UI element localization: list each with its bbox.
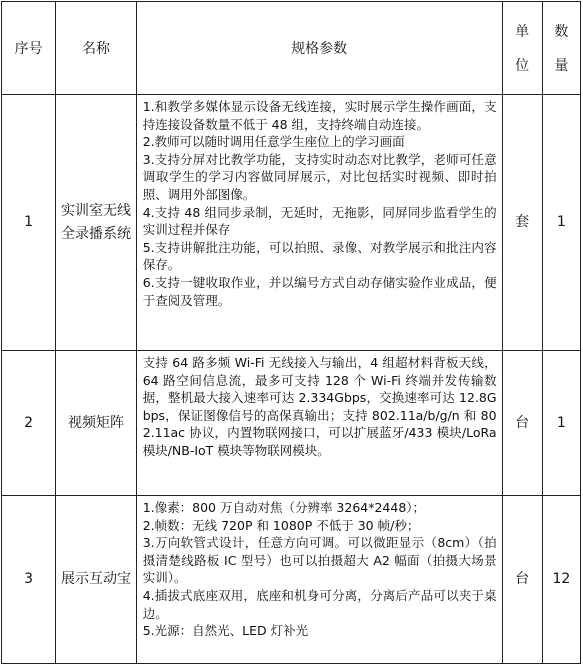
spec-line: 1.像素：800 万自动对焦（分辨率 3264*2448）； — [142, 500, 426, 515]
row-name: 实训室无线全录播系统 — [56, 95, 136, 351]
header-qty-char: 量 — [554, 58, 569, 74]
spec-line: 3.支持分屏对比教学功能，支持实时动态对比教学，老师可任意调取学生的学习内容做同屏展示，对比包括实时视频、即时拍照、调用外部图像。 — [142, 151, 497, 202]
row-no: 2 — [2, 351, 56, 496]
row-unit: 台 — [502, 351, 542, 496]
spec-table — [1, 1, 581, 664]
header-row — [2, 2, 581, 95]
spec-line: 4.插拔式底座双用，底座和机身可分离，分离后产品可以夹于桌边。 — [142, 587, 497, 621]
row-name: 展示互动宝 — [56, 496, 136, 664]
header-qty — [542, 2, 580, 95]
header-unit-char: 位 — [515, 58, 530, 74]
spec-line: 支持 64 路多频 Wi-Fi 无线接入与输出，4 组超材料背板天线，64 路空间信息流，最多可支持 128 个 Wi-Fi 终端并发传输数据，整机最大接入速率可达 2.334Gbps，交换速率可达 12.8Gbps，保证图像信号的高保真输出；支持 802.11a/b/g/n 和 802.11ac 协议，内置物联网接口，可以扩展蓝牙/433 模块/LoRa 模块/NB-IoT 模块等物联网模块。 — [142, 355, 497, 458]
header-no: 序号 — [2, 2, 56, 95]
spec-line: 1.和教学多媒体显示设备无线连接，实时展示学生操作画面，支持连接设备数量不低于 48 组，支持终端自动连接。 — [142, 99, 497, 132]
table-row — [2, 351, 581, 496]
row-spec — [136, 351, 502, 496]
header-unit — [502, 2, 542, 95]
row-no: 3 — [2, 496, 56, 664]
header-qty-char: 数 — [554, 24, 569, 40]
header-name: 名称 — [56, 2, 136, 95]
header-unit-char: 单 — [515, 24, 530, 40]
table-row — [2, 95, 581, 351]
spec-line: 3.万向软管式设计，任意方向可调。可以微距显示（8cm）（拍摄清楚线路板 IC 型号）也可以拍摄超大 A2 幅面（拍摄大场景实训）。 — [142, 535, 497, 586]
row-spec — [136, 496, 502, 664]
row-unit: 套 — [502, 95, 542, 351]
row-spec — [136, 95, 502, 351]
row-unit: 台 — [502, 496, 542, 664]
spec-line: 2.帧数：无线 720P 和 1080P 不低于 30 帧/秒； — [142, 517, 420, 533]
row-qty: 1 — [542, 95, 580, 351]
row-name: 视频矩阵 — [56, 351, 136, 496]
spec-line: 6.支持一键收取作业，并以编号方式自动存储实验作业成品，便于查阅及管理。 — [142, 274, 497, 308]
spec-line: 2.教师可以随时调用任意学生座位上的学习画面 — [142, 134, 405, 150]
spec-line: 5.支持讲解批注功能，可以拍照、录像、对教学展示和批注内容保存。 — [142, 239, 497, 273]
row-qty: 1 — [542, 351, 580, 496]
row-qty: 12 — [542, 496, 580, 664]
row-no: 1 — [2, 95, 56, 351]
spec-line: 4.支持 48 组同步录制，无延时，无拖影，同屏同步监看学生的实训过程并保存 — [142, 204, 497, 238]
spec-line: 5.光源：自然光、LED 灯补光 — [142, 623, 309, 639]
table-row — [2, 496, 581, 664]
header-spec: 规格参数 — [136, 2, 502, 95]
